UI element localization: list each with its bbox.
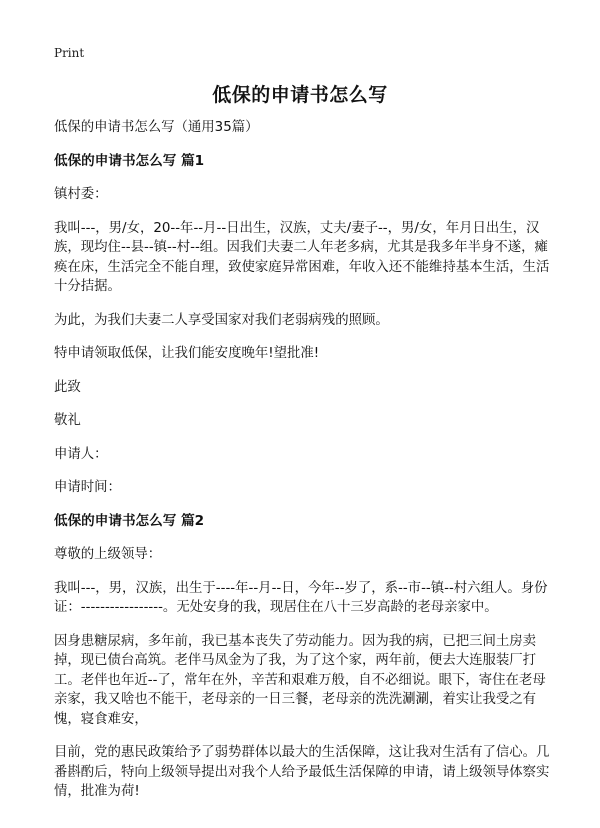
section1-closing-1: 此致 [54,379,81,395]
section1-salutation: 镇村委： [54,187,108,202]
section1-heading: 低保的申请书怎么写 篇1 [54,152,205,169]
section2-heading: 低保的申请书怎么写 篇2 [54,512,205,529]
section1-paragraph-1: 我叫---，男/女，20--年--月--日出生，汉族，丈夫/妻子--，男/女，年月日出生，汉族，现均住--县--镇--村--组。因我们夫妻二人年老多病，尤其是我多年半身不遂，瘫痪在床，生活完全不能自理，致使家庭异常困难，年收入还不能维持基本生活，生活十分拮据。 [54,220,550,294]
section1-paragraph-3: 特申请领取低保，让我们能安度晚年!望批准! [54,346,320,361]
section1-applicant: 申请人： [54,446,108,462]
section1-paragraph-2: 为此，为我们夫妻二人享受国家对我们老弱病残的照顾。 [54,312,389,328]
section2-salutation: 尊敬的上级领导： [54,547,162,562]
document-subtitle: 低保的申请书怎么写（通用35篇） [54,120,259,135]
section2-paragraph-3: 目前，党的惠民政策给予了弱势群体以最大的生活保障，这让我对生活有了信心。几番斟酌后，特向上级领导提出对我个人给予最低生活保障的申请，请上级领导体察实情，批准为荷! [54,745,550,799]
section1-closing-2: 敬礼 [54,413,81,428]
section2-paragraph-1: 我叫---，男，汉族，出生于----年--月--日，今年--岁了，系--市--镇--村六组人。身份证：-----------------。无处安身的我，现居住在八十三岁高龄的老母亲家中。 [54,580,548,615]
section1-date: 申请时间： [54,480,121,495]
print-label: Print [54,46,85,60]
section2-paragraph-2: 因身患糖尿病，多年前，我已基本丧失了劳动能力。因为我的病，已把三间土房卖掉，现已债台高筑。老伴马凤金为了我，为了这个家，两年前，便去大连服装厂打工。老伴也年近--了，常年在外，辛苦和艰难万般，自不必细说。眼下，寄住在老母亲家，我又啥也不能干，老母亲的一日三餐，老母亲的洗洗涮涮，着实让我受之有愧，寝食难安， [54,633,546,727]
document-title: 低保的申请书怎么写 [212,84,388,106]
document-body [54,118,554,802]
